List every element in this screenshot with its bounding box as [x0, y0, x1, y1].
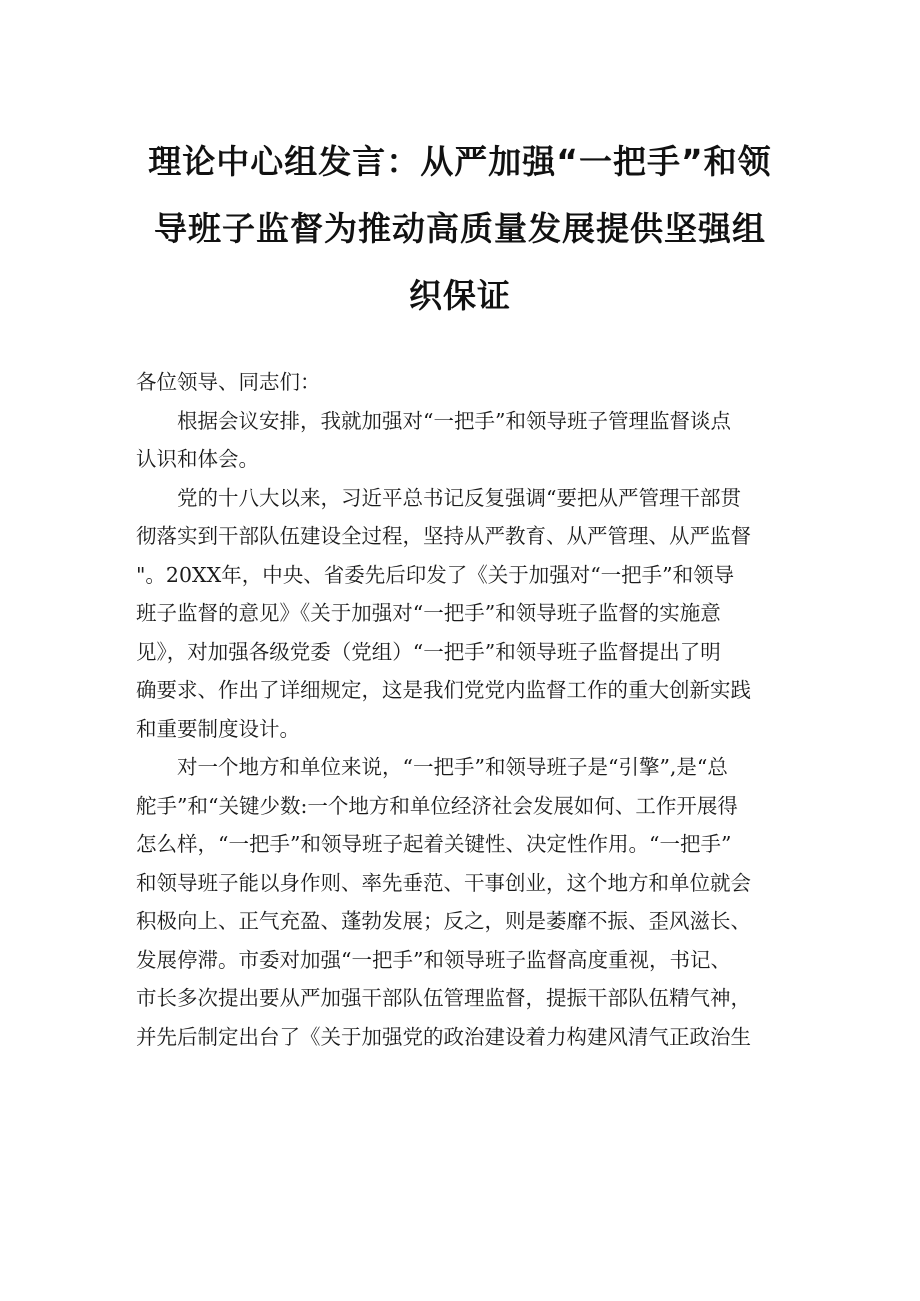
- paragraph-line: 见》，对加强各级党委（党组）“一把手”和领导班子监督提出了明: [136, 639, 721, 664]
- paragraph-line: 根据会议安排，我就加强对“一把手”和领导班子管理监督谈点: [136, 408, 731, 433]
- paragraph-line: 认识和体会。: [136, 447, 259, 471]
- paragraph-line: 确要求、作出了详细规定，这是我们党党内监督工作的重大创新实践: [136, 678, 751, 702]
- paragraph-line: 并先后制定出台了《关于加强党的政治建设着力构建风清气正政治生: [136, 1024, 751, 1049]
- title-line-2: 导班子监督为推动高质量发展提供坚强组: [154, 209, 766, 248]
- salutation: 各位领导、同志们：: [136, 370, 321, 394]
- paragraph-line: 党的十八大以来，习近平总书记反复强调“要把从严管理干部贯: [136, 485, 741, 510]
- paragraph-line: 和领导班子能以身作则、率先垂范、干事创业，这个地方和单位就会: [136, 870, 751, 895]
- paragraph-3: [136, 748, 796, 1056]
- document-title: [130, 128, 790, 329]
- paragraph-1: [136, 402, 796, 479]
- paragraph-line: 发展停滞。市委对加强“一把手”和领导班子监督高度重视，书记、: [136, 947, 731, 972]
- paragraph-line: 市长多次提出要从严加强干部队伍管理监督，提振干部队伍精气神，: [136, 986, 751, 1010]
- document-body: [136, 363, 796, 1056]
- paragraph-line: "。20XX年，中央、省委先后印发了《关于加强对“一把手”和领导: [136, 562, 735, 587]
- paragraph-line: 对一个地方和单位来说，“一把手”和领导班子是“引擎”,是“总: [136, 755, 728, 779]
- paragraph-line: 和重要制度设计。: [136, 716, 300, 741]
- title-line-3: 织保证: [409, 276, 511, 315]
- paragraph-line: 怎么样，“一把手”和领导班子起着关键性、决定性作用。“一把手”: [136, 832, 732, 856]
- title-line-1: 理论中心组发言：从严加强“一把手”和领: [148, 142, 772, 181]
- paragraph-line: 彻落实到干部队伍建设全过程，坚持从严教育、从严管理、从严监督: [136, 524, 751, 548]
- paragraph-line: 班子监督的意见》《关于加强对“一把手”和领导班子监督的实施意: [136, 601, 721, 625]
- paragraph-line: 积极向上、正气充盈、蓬勃发展；反之，则是萎靡不振、歪风滋长、: [136, 909, 751, 933]
- paragraph-line: 舵手”和“关键少数:一个地方和单位经济社会发展如何、工作开展得: [136, 793, 738, 818]
- paragraph-2: [136, 479, 796, 749]
